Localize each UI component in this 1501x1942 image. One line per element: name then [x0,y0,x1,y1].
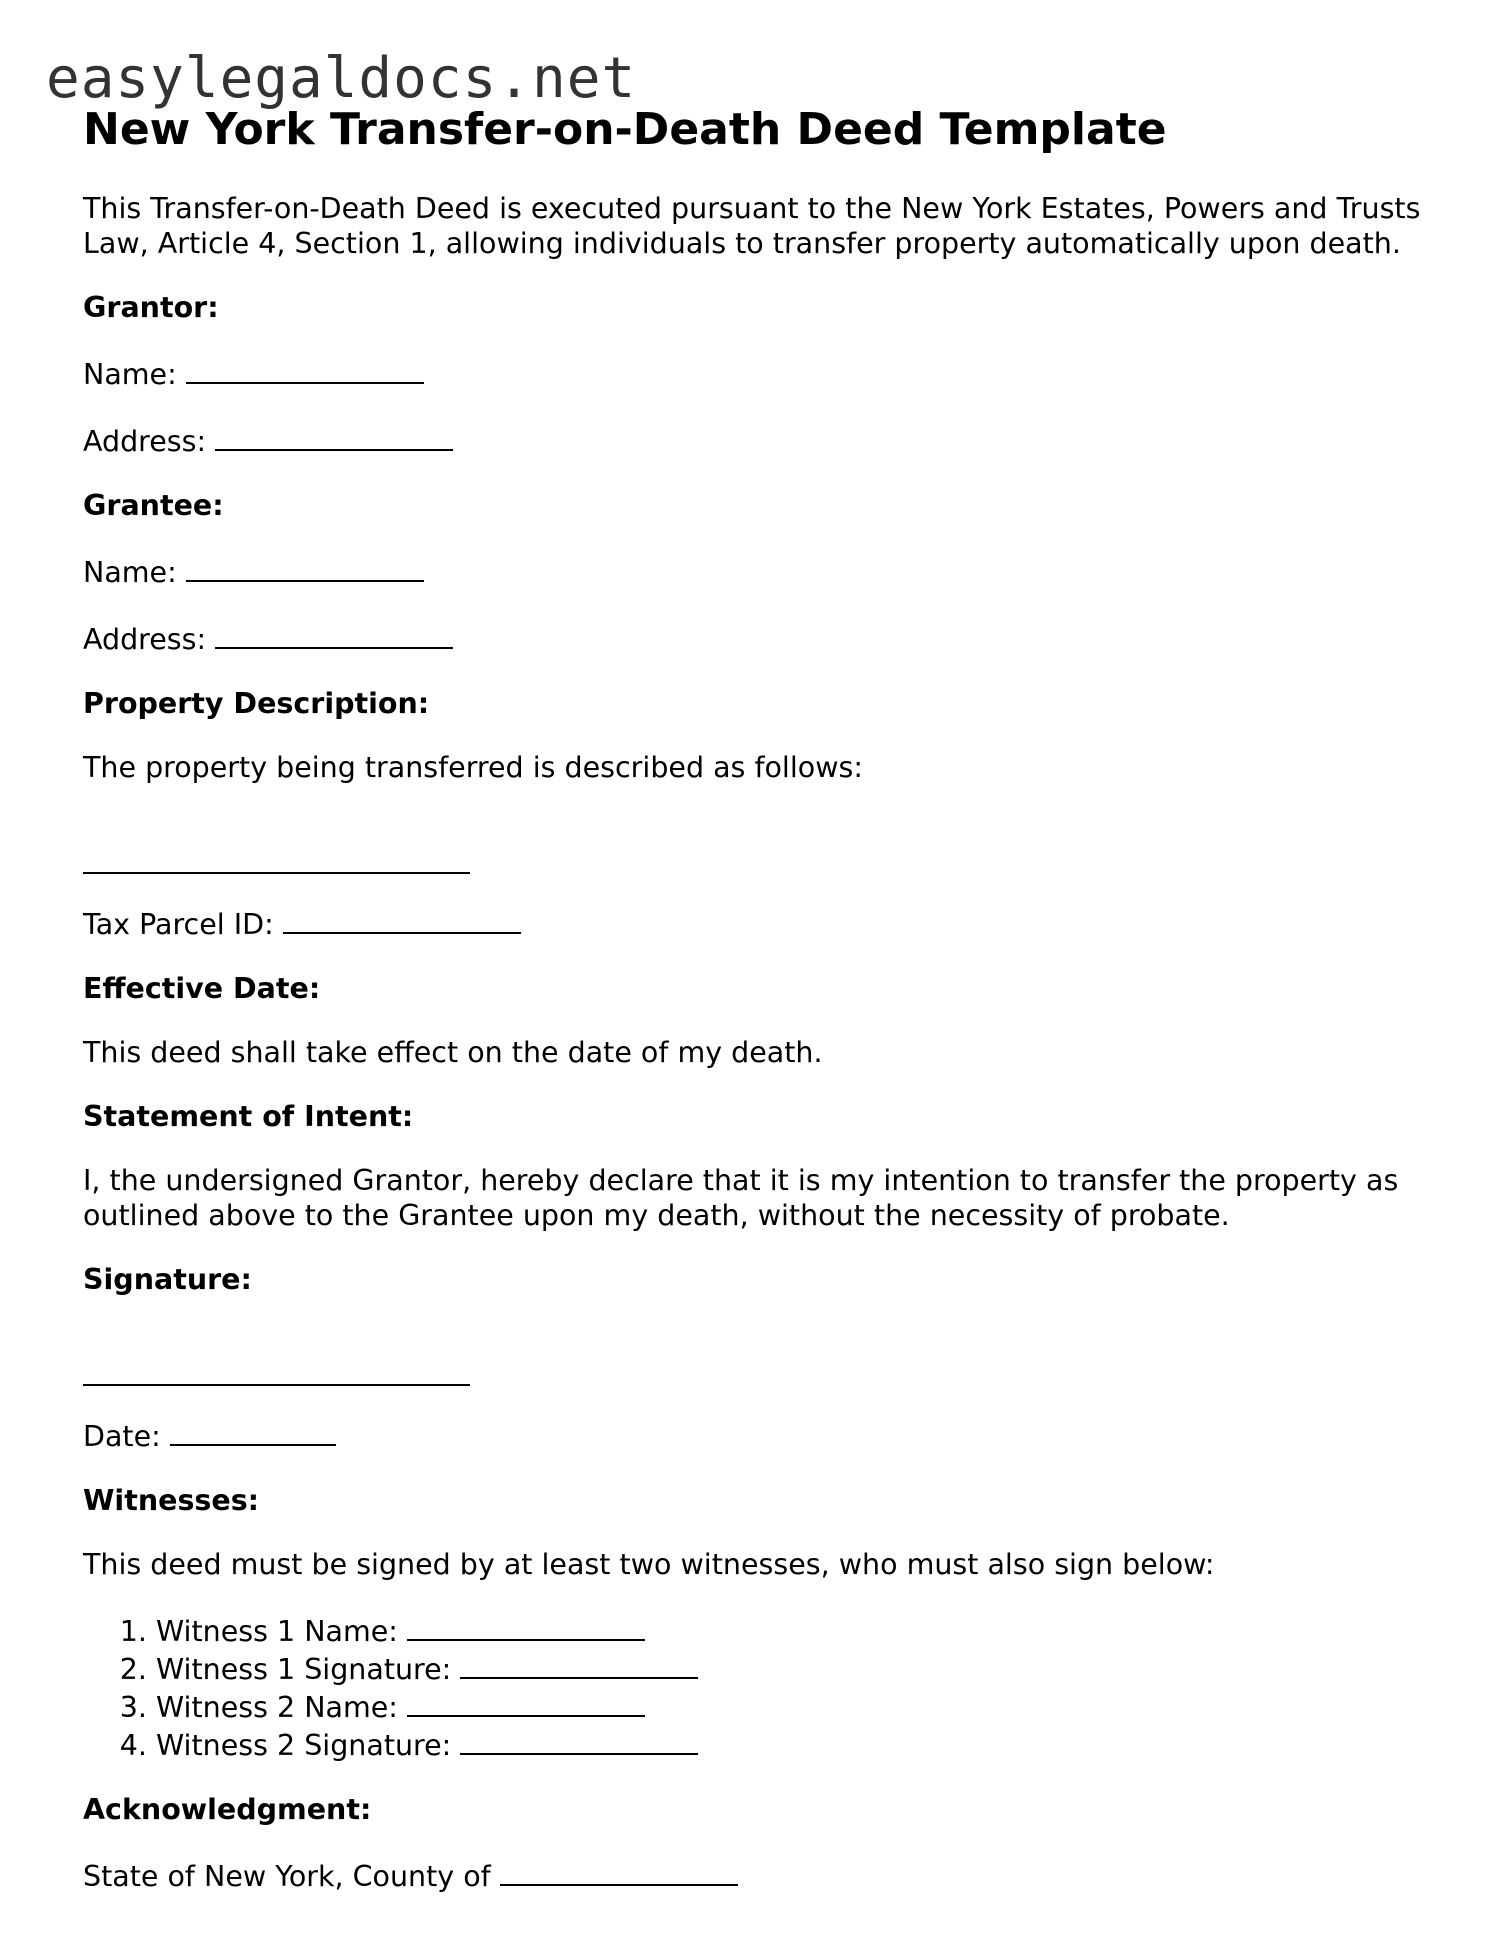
property-heading: Property Description: [83,687,430,720]
grantee-name-blank[interactable] [186,552,424,582]
grantee-name-label: Name: [83,556,177,589]
witness-list [83,1611,1423,1763]
witness-2-signature-label: Witness 2 Signature: [156,1729,452,1762]
grantor-name-blank[interactable] [186,354,424,384]
tax-parcel-blank[interactable] [283,904,521,934]
intro-paragraph: This Transfer-on-Death Deed is executed pursuant to the New York Estates, Powers and Trusts Law, Article 4, Section 1, allowing individuals to transfer property automatically upon death. [83,192,1421,260]
county-blank[interactable] [500,1856,738,1886]
list-item [156,1611,1423,1649]
signature-heading: Signature: [83,1263,252,1296]
property-description-line [83,840,1423,875]
witnesses-heading: Witnesses: [83,1484,260,1517]
property-text: The property being transferred is described as follows: [83,751,863,784]
witness-1-signature-label: Witness 1 Signature: [156,1653,452,1686]
list-item [156,1649,1423,1687]
grantor-address-field [83,421,1423,459]
grantee-address-field [83,619,1423,657]
grantee-name-field [83,552,1423,590]
document-title: New York Transfer-on-Death Deed Template [83,104,1167,155]
list-item [156,1725,1423,1763]
witness-1-name-label: Witness 1 Name: [156,1615,398,1648]
witness-2-name-blank[interactable] [407,1687,645,1717]
intent-text: I, the undersigned Grantor, hereby declare that it is my intention to transfer the property as outlined above to the Grantee upon my death, without the necessity of probate. [83,1164,1399,1232]
tax-parcel-label: Tax Parcel ID: [83,908,274,941]
signature-line [83,1352,1423,1387]
grantor-heading: Grantor: [83,291,219,324]
property-description-blank[interactable] [83,844,470,874]
county-field [83,1856,1423,1894]
list-item [156,1687,1423,1725]
grantee-address-blank[interactable] [215,619,453,649]
signature-blank[interactable] [83,1356,470,1386]
county-label: State of New York, County of [83,1860,491,1893]
grantor-address-blank[interactable] [215,421,453,451]
tax-parcel-field [83,904,1423,942]
acknowledgment-heading: Acknowledgment: [83,1793,372,1826]
grantee-address-label: Address: [83,623,207,656]
witnesses-text: This deed must be signed by at least two witnesses, who must also sign below: [83,1548,1215,1581]
witness-2-name-label: Witness 2 Name: [156,1691,398,1724]
intent-heading: Statement of Intent: [83,1100,414,1133]
witness-1-name-blank[interactable] [407,1611,645,1641]
site-watermark: easylegaldocs.net [46,46,637,111]
grantor-name-field [83,354,1423,392]
signature-date-field [83,1416,1423,1454]
grantor-address-label: Address: [83,425,207,458]
witness-1-signature-blank[interactable] [460,1649,698,1679]
effective-date-text: This deed shall take effect on the date of my death. [83,1036,823,1069]
grantee-heading: Grantee: [83,489,224,522]
witness-2-signature-blank[interactable] [460,1725,698,1755]
document-body [83,100,1423,1894]
effective-date-heading: Effective Date: [83,972,321,1005]
grantor-name-label: Name: [83,358,177,391]
signature-date-label: Date: [83,1420,161,1453]
signature-date-blank[interactable] [170,1416,336,1446]
